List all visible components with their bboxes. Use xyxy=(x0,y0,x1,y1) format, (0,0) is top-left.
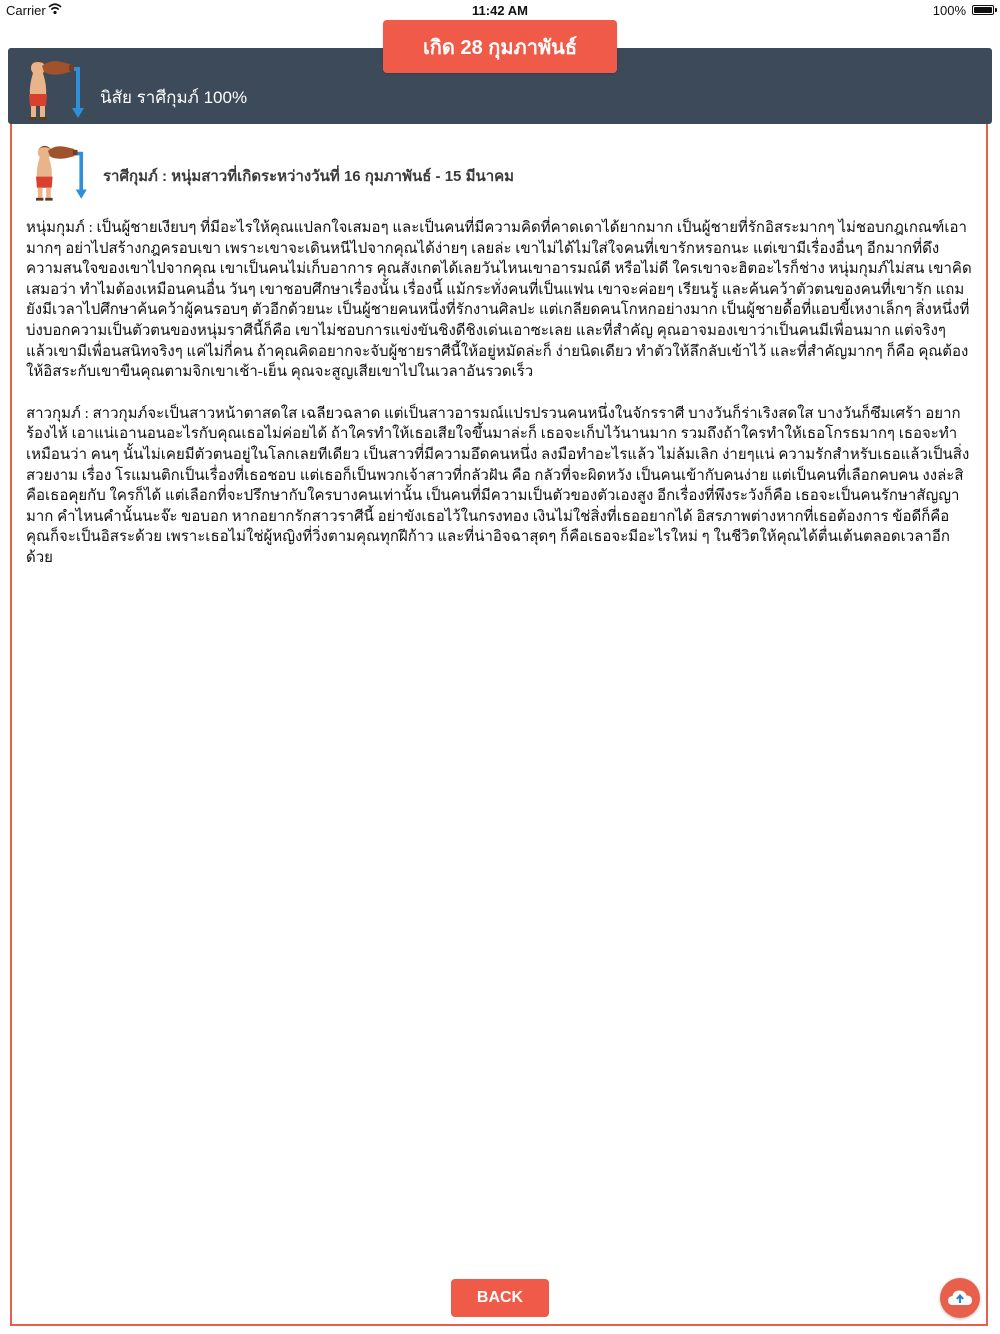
female-description: สาวกุมภ์ : สาวกุมภ์จะเป็นสาวหน้าตาสดใส เฉลียวฉลาด แต่เป็นสาวอารมณ์แปรปรวนคนหนึ่งในจักรราศี บางวันก็ร่าเริงสดใส บางวันก็ซึมเศร้า อยากร้องไห้ เอาแน่เอานอนอะไรกับคุณเธอไม่ค่อยได้ ถ้าใครทำให้เธอเสียใจขึ้นมาล่ะก็ เธอจะเก็บไว้นานมาก รวมถึงถ้าใครทำให้เธอโกรธมากๆ เธอจะทำเหมือนว่า คนๆ นั้นไม่เคยมีตัวตนอยู่ในโลกเลยทีเดียว เป็นสาวที่มีความอึดคนหนึ่ง ลงมือทำอะไรแล้ว ไม่ล้มเลิก ง่ายๆแน่ ความรักสำหรับเธอแล้วเป็นสิ่งสวยงาม เรื่อง โรแมนติกเป็นเรื่องที่เธอชอบ แต่เธอก็เป็นพวกเจ้าสาวที่กลัวฝัน คือ กลัวที่จะผิดหวัง เป็นคนเข้ากับคนง่าย แต่เป็นคนที่เลือกคบคน งงล่ะสิ คือเธอคุยกับ ใครก็ได้ แต่เลือกที่จะปรึกษากับใครบางคนเท่านั้น เป็นคนที่มีความเป็นตัวของตัวเองสูง อีกเรื่องที่พึงระวังก็คือ เธอจะเป็นคนรักษาสัญญามาก คำไหนคำนั้นนะจ๊ะ ขอบอก หากอยากรักสาวราศีนี้ อย่าขังเธอไว้ในกรงทอง เงินไม่ใช่สิ่งที่เธออยากได้ อิสรภาพต่างหากที่เธอต้องการ ข้อดีก็คือ คุณก็จะเป็นอิสระด้วย เพราะเธอไม่ใช่ผู้หญิงที่วิ่งตามคุณทุกฝีก้าว และที่น่าอิจฉาสุดๆ ก็คือเธอจะมีอะไรใหม่ ๆ ในชีวิตให้คุณได้ตื่นเต้นตลอดเวลาอีกด้วย xyxy=(26,405,970,566)
battery-icon xyxy=(972,5,994,15)
battery-percent: 100% xyxy=(932,3,966,18)
cloud-upload-button[interactable] xyxy=(940,1278,980,1318)
clock: 11:42 AM xyxy=(472,3,528,18)
birth-date-badge: เกิด 28 กุมภาพันธ์ xyxy=(383,20,617,73)
male-description: หนุ่มกุมภ์ : เป็นผู้ชายเงียบๆ ที่มีอะไรให้คุณแปลกใจเสมอๆ และเป็นคนที่มีความคิดที่คาดเดาได้ยากมาก เป็นผู้ชายที่รักอิสระมากๆ ไม่ชอบกฎเกณฑ์เอามากๆ อย่าไปสร้างกฎครอบเขา เพราะเขาจะเดินหนีไปจากคุณได้ง่ายๆ เลยล่ะ เขาไม่ได้ไม่ใส่ใจคนที่เขารักหรอกนะ แต่เขามีเรื่องอื่นๆ อีกมากที่ดึงความสนใจของเขาไปจากคุณ เขาเป็นคนไม่เก็บอาการ คุณสังเกตได้เลยวันไหนเขาอารมณ์ดี หรือไม่ดี ใครเขาจะฮิตอะไรก็ช่าง หนุ่มกุมภ์ไม่สน เขาคิดเสมอว่า ทำไมต้องเหมือนคนอื่น วันๆ เขาชอบศึกษาเรื่องนั้น เรื่องนี้ แม้กระทั่งคนที่เป็นแฟน เขาจะค่อยๆ เรียนรู้ และค้นคว้าตัวตนของคนที่เขารัก แถมยังมีเวลาไปศึกษาค้นคว้าผู้คนรอบๆ ตัวอีกด้วยนะ เป็นผู้ชายคนหนึ่งที่รักงานศิลปะ แต่เกลียดคนโกหกอย่างมาก เป็นผู้ชายดื้อที่แอบขี้เหงาเล็กๆ สิ่งหนึ่งที่บ่งบอกความเป็นตัวตนของหนุ่มราศีนี้ก็คือ เขาไม่ชอบการแข่งขันชิงดีชิงเด่นเอาซะเลย และที่สำคัญ คุณอาจมองเขาว่าเป็นคนมีเพื่อนมาก แต่จริงๆ แล้วเขามีเพื่อนสนิทจริงๆ แค่ไม่กี่คน ถ้าคุณคิดอยากจะจับผู้ชายราศีนี้ให้อยู่หมัดล่ะก็ ง่ายนิดเดียว ทำตัวให้ลึกลับเข้าไว้ และที่สำคัญมากๆ ก็คือ คุณต้องให้อิสระกับเขาขืนคุณตามจิกเขาเช้า-เย็น คุณจะสูญเสียเขาไปในเวลาอันรวดเร็ว xyxy=(26,220,972,381)
aquarius-water-bearer-icon xyxy=(24,140,96,204)
header-title: นิสัย ราศีกุมภ์ 100% xyxy=(100,88,248,107)
carrier-label: Carrier xyxy=(6,3,46,18)
cloud-upload-icon xyxy=(947,1288,973,1308)
description-text xyxy=(26,218,974,590)
zodiac-section-heading xyxy=(24,140,964,206)
zodiac-date-range: ราศีกุมภ์ : หนุ่มสาวที่เกิดระหว่างวันที่ 16 กุมภาพันธ์ - 15 มีนาคม xyxy=(103,168,515,185)
back-button[interactable]: BACK xyxy=(451,1279,549,1317)
status-bar xyxy=(0,0,1000,22)
aquarius-water-bearer-icon xyxy=(16,56,94,122)
